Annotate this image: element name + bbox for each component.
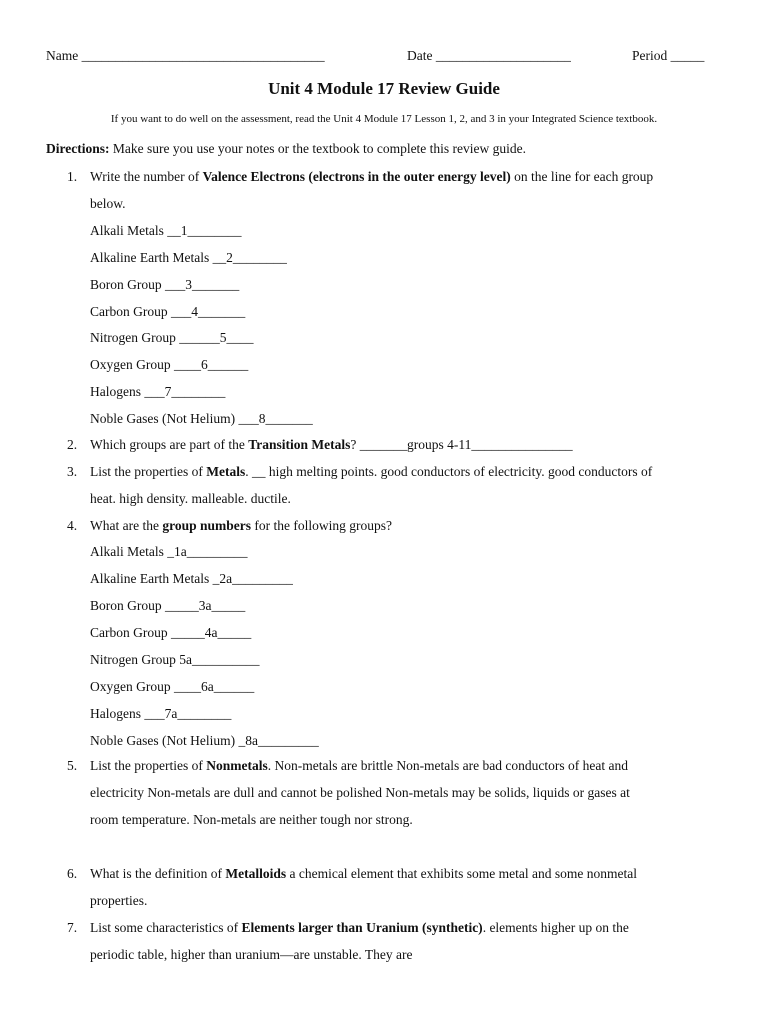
answer-line: Noble Gases (Not Helium) ___8_______ — [90, 411, 313, 426]
answer-line: Carbon Group ___4_______ — [90, 304, 246, 319]
question-number: 5. — [67, 758, 78, 773]
question-6-prompt — [90, 866, 637, 882]
answer-line: Oxygen Group ____6a______ — [90, 679, 255, 694]
directions — [46, 141, 526, 157]
question-7-prompt-cont: periodic table, higher than uranium—are unstable. They are — [90, 947, 413, 962]
date-field: Date ____________________ — [407, 48, 571, 63]
question-4-prompt — [90, 518, 392, 534]
answer-line: Oxygen Group ____6______ — [90, 357, 249, 372]
prompt-text: List the properties of — [90, 758, 207, 773]
prompt-text: for the following groups? — [251, 518, 392, 533]
prompt-keyword: Nonmetals — [206, 758, 268, 773]
prompt-keyword: Elements larger than Uranium (synthetic) — [241, 920, 483, 935]
question-number: 1. — [67, 169, 78, 184]
question-number: 6. — [67, 866, 78, 881]
answer-line: Carbon Group _____4a_____ — [90, 625, 252, 640]
prompt-text: List the properties of — [90, 464, 207, 479]
answer-line: Boron Group _____3a_____ — [90, 598, 246, 613]
prompt-keyword: group numbers — [162, 518, 251, 533]
prompt-keyword: Metals — [206, 464, 246, 479]
directions-text: Make sure you use your notes or the textbook to complete this review guide. — [109, 141, 527, 156]
answer-line: Nitrogen Group 5a__________ — [90, 652, 260, 667]
page-title: Unit 4 Module 17 Review Guide — [268, 79, 500, 98]
directions-label: Directions: — [46, 141, 110, 156]
prompt-text: . elements higher up on the — [482, 920, 629, 935]
answer-line: Nitrogen Group ______5____ — [90, 330, 254, 345]
prompt-text: on the line for each group — [510, 169, 654, 184]
question-6-prompt-cont: properties. — [90, 893, 148, 908]
prompt-text: . Non-metals are brittle Non-metals are bad conductors of heat and — [267, 758, 628, 773]
prompt-text: Write the number of — [90, 169, 203, 184]
question-7-prompt — [90, 920, 629, 936]
prompt-text: What is the definition of — [90, 866, 226, 881]
question-1-prompt — [90, 169, 653, 185]
prompt-text: What are the — [90, 518, 163, 533]
question-3-prompt — [90, 464, 652, 480]
answer-line: Noble Gases (Not Helium) _8a_________ — [90, 733, 319, 748]
question-number: 4. — [67, 518, 78, 533]
question-5-prompt-cont: electricity Non-metals are dull and cannot be polished Non-metals may be solids, liquids or gases at — [90, 785, 630, 800]
period-field: Period _____ — [632, 48, 705, 63]
answer-line: Alkali Metals _1a_________ — [90, 544, 248, 559]
answer-line: Alkaline Earth Metals __2________ — [90, 250, 287, 265]
question-number: 2. — [67, 437, 78, 452]
prompt-text: a chemical element that exhibits some metal and some nonmetal — [286, 866, 637, 881]
prompt-text: ? _______groups 4-11_______________ — [350, 437, 573, 452]
question-number: 3. — [67, 464, 78, 479]
answer-line: Alkaline Earth Metals _2a_________ — [90, 571, 293, 586]
prompt-text: . __ high melting points. good conductors of electricity. good conductors of — [245, 464, 653, 479]
name-field: Name ____________________________________ — [46, 48, 325, 63]
question-2-prompt — [90, 437, 573, 453]
question-1-prompt-cont: below. — [90, 196, 126, 211]
intro-text: If you want to do well on the assessment, read the Unit 4 Module 17 Lesson 1, 2, and 3 in your Integrated Science textbook. — [110, 113, 658, 125]
prompt-keyword: Valence Electrons (electrons in the outer energy level) — [202, 169, 511, 184]
answer-line: Alkali Metals __1________ — [90, 223, 242, 238]
answer-line: Boron Group ___3_______ — [90, 277, 240, 292]
prompt-keyword: Transition Metals — [248, 437, 351, 452]
answer-line: Halogens ___7a________ — [90, 706, 232, 721]
prompt-text: Which groups are part of the — [90, 437, 249, 452]
question-number: 7. — [67, 920, 78, 935]
question-5-prompt — [90, 758, 628, 774]
answer-line: Halogens ___7________ — [90, 384, 226, 399]
question-5-prompt-cont: room temperature. Non-metals are neither tough nor strong. — [90, 812, 413, 827]
prompt-keyword: Metalloids — [225, 866, 287, 881]
prompt-text: List some characteristics of — [90, 920, 242, 935]
question-3-prompt-cont: heat. high density. malleable. ductile. — [90, 491, 291, 506]
